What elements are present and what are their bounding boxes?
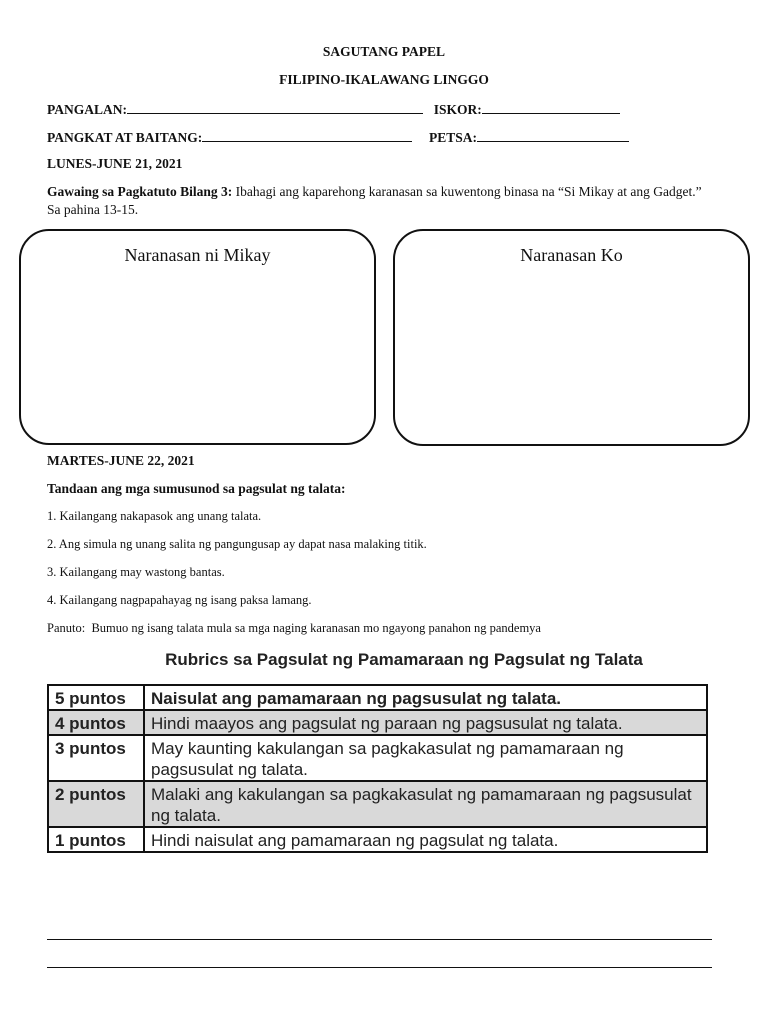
answer-line[interactable] [47, 967, 712, 968]
day1-heading: LUNES-JUNE 21, 2021 [47, 156, 183, 171]
instruction: Panuto: Bumuo ng isang talata mula sa mga naging karanasan mo ngayong panahon ng pandemya [47, 621, 541, 635]
rubric-points: 1 puntos [48, 827, 144, 852]
rubric-description: Hindi naisulat ang pamamaraan ng pagsulat ng talata. [144, 827, 707, 852]
section-label: PANGKAT AT BAITANG: [47, 130, 203, 145]
score-label: ISKOR: [433, 102, 482, 117]
rubric-points: 5 puntos [48, 685, 144, 710]
reminder-heading: Tandaan ang mga sumusunod sa pagsulat ng talata: [47, 481, 346, 496]
rubric-points: 4 puntos [48, 710, 144, 735]
rubric-row [48, 685, 707, 710]
experience-box-mine-title: Naranasan Ko [520, 245, 623, 265]
experience-box-mine[interactable] [393, 229, 750, 446]
rubric-points: 2 puntos [48, 781, 144, 827]
day2-heading: MARTES-JUNE 22, 2021 [47, 453, 195, 468]
task-text: Ibahagi ang kaparehong karanasan sa kuwentong binasa na “Si Mikay at ang Gadget.” Sa pahina 13-15. [47, 184, 702, 217]
experience-box-mikay[interactable] [19, 229, 376, 445]
rubric-row [48, 710, 707, 735]
rubric-description: Malaki ang kakulangan sa pagkakasulat ng pamamaraan ng pagsusulat ng talata. [144, 781, 707, 827]
section-row [47, 128, 629, 146]
name-row [47, 100, 620, 118]
rule-item: 3. Kailangang may wastong bantas. [47, 565, 225, 579]
task-label: Gawaing sa Pagkatuto Bilang 3: [47, 184, 233, 199]
page-subtitle: FILIPINO-IKALAWANG LINGGO [279, 72, 489, 87]
date-label: PETSA: [429, 130, 478, 145]
rule-item: 4. Kailangang nagpapahayag ng isang paksa lamang. [47, 593, 312, 607]
experience-box-mikay-title: Naranasan ni Mikay [124, 245, 271, 265]
rubric-table [47, 684, 708, 853]
rubric-row [48, 827, 707, 852]
date-blank[interactable] [477, 128, 629, 142]
score-blank[interactable] [482, 100, 620, 114]
rubric-row [48, 781, 707, 827]
rubric-title: Rubrics sa Pagsulat ng Pamamaraan ng Pagsulat ng Talata [165, 650, 643, 669]
answer-line[interactable] [47, 939, 712, 940]
rubric-description: May kaunting kakulangan sa pagkakasulat ng pamamaraan ng pagsusulat ng talata. [144, 735, 707, 781]
name-label: PANGALAN: [47, 102, 127, 117]
rule-item: 2. Ang simula ng unang salita ng pangungusap ay dapat nasa malaking titik. [47, 537, 427, 551]
task-paragraph [47, 183, 717, 219]
section-blank[interactable] [202, 128, 412, 142]
page-title: SAGUTANG PAPEL [322, 44, 446, 59]
rule-item: 1. Kailangang nakapasok ang unang talata. [47, 509, 262, 523]
rubric-row [48, 735, 707, 781]
rubric-points: 3 puntos [48, 735, 144, 781]
rubric-description: Hindi maayos ang pagsulat ng paraan ng pagsusulat ng talata. [144, 710, 707, 735]
rubric-description: Naisulat ang pamamaraan ng pagsusulat ng talata. [144, 685, 707, 710]
name-blank[interactable] [127, 100, 423, 114]
